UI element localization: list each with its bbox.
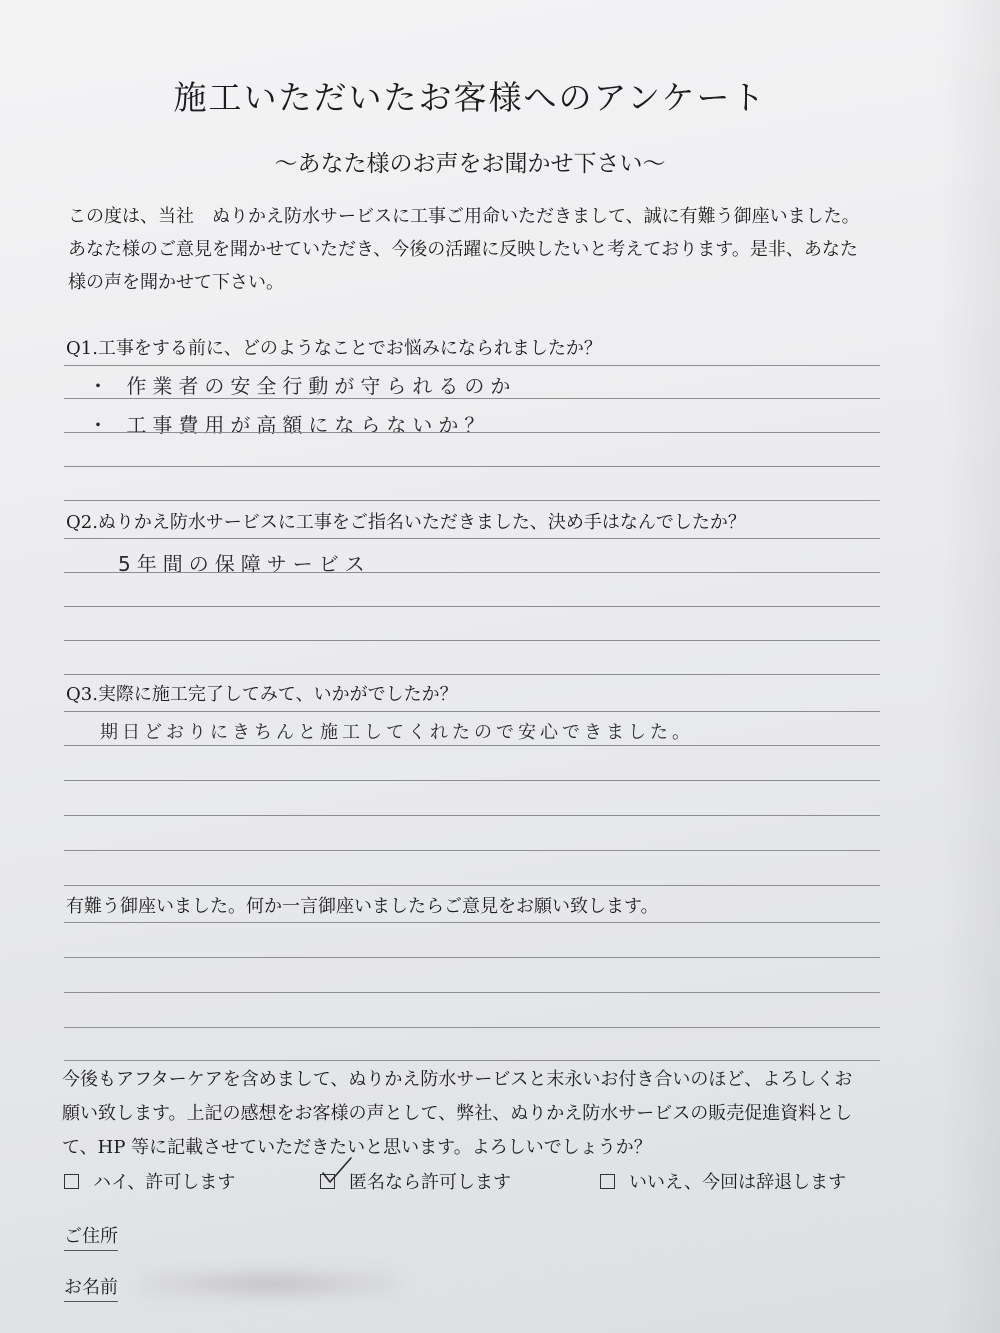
choice-anonymous[interactable] xyxy=(320,1168,511,1194)
q2-answer-1: 5年間の保障サービス xyxy=(118,552,371,576)
answer-line xyxy=(64,1027,880,1028)
answer-line xyxy=(64,674,880,675)
answer-line xyxy=(64,500,880,501)
answer-line xyxy=(64,572,880,573)
comment-label: 有難う御座いました。何か一言御座いましたらご意見をお願い致します。 xyxy=(66,896,659,917)
outro-line: て、HP 等に記載させていただきたいと思います。よろしいでしょうか？ xyxy=(62,1137,652,1158)
outro-line: 今後もアフターケアを含めまして、ぬりかえ防水サービスと末永いお付き合いのほど、よろしくお xyxy=(62,1069,853,1090)
answer-line xyxy=(64,398,880,399)
answer-line xyxy=(64,466,880,467)
answer-line xyxy=(64,538,880,539)
q3-label: Q3.実際に施工完了してみて、いかがでしたか？ xyxy=(66,684,458,705)
answer-line xyxy=(64,432,880,433)
checkbox-allow[interactable] xyxy=(64,1174,79,1189)
intro-line: この度は、当社 ぬりかえ防水サービスに工事ご用命いただきまして、誠に有難う御座いました。 xyxy=(68,206,860,227)
answer-line xyxy=(64,1060,880,1061)
page-subtitle: 〜あなた様のお声をお聞かせ下さい〜 xyxy=(274,151,666,177)
answer-line xyxy=(64,780,880,781)
answer-line xyxy=(64,711,880,712)
answer-line xyxy=(64,992,880,993)
q2-label: Q2.ぬりかえ防水サービスに工事をご指名いただきました、決め手はなんでしたか？ xyxy=(66,512,746,533)
page-title: 施工いただいたお客様へのアンケート xyxy=(173,78,767,117)
q3-answer-1: 期日どおりにきちんと施工してくれたので安心できました。 xyxy=(100,722,694,743)
q1-answer-1: ・ 作業者の安全行動が守られるのか xyxy=(88,374,517,398)
intro-line: 様の声を聞かせて下さい。 xyxy=(68,272,284,293)
answer-line xyxy=(64,885,880,886)
choice-allow[interactable] xyxy=(64,1168,235,1194)
name-label: お名前 xyxy=(64,1273,118,1302)
outro-paragraph xyxy=(62,1063,892,1165)
answer-line xyxy=(64,850,880,851)
choice-anonymous-label: 匿名なら許可します xyxy=(349,1172,511,1193)
answer-line xyxy=(64,606,880,607)
redacted-name xyxy=(140,1268,400,1300)
check-mark-icon xyxy=(321,1155,355,1189)
checkbox-decline[interactable] xyxy=(600,1174,615,1189)
q1-label: Q1.工事をする前に、どのようなことでお悩みになられましたか？ xyxy=(66,338,602,359)
intro-paragraph xyxy=(68,200,888,299)
answer-line xyxy=(64,957,880,958)
answer-line xyxy=(64,640,880,641)
answer-line xyxy=(64,922,880,923)
choice-decline[interactable] xyxy=(600,1168,846,1194)
outro-line: 願い致します。上記の感想をお客様の声として、弊社、ぬりかえ防水サービスの販売促進資料とし xyxy=(62,1103,853,1124)
answer-line xyxy=(64,365,880,366)
intro-line: あなた様のご意見を聞かせていただき、今後の活躍に反映したいと考えております。是非、あなた xyxy=(68,239,858,260)
q1-answer-2: ・ 工事費用が高額にならないか？ xyxy=(88,413,491,437)
answer-line xyxy=(64,745,880,746)
choice-decline-label: いいえ、今回は辞退します xyxy=(629,1172,847,1193)
address-label: ご住所 xyxy=(64,1222,118,1251)
page-shadow xyxy=(940,0,1000,1333)
answer-line xyxy=(64,815,880,816)
choice-allow-label: ハイ、許可します xyxy=(93,1172,236,1193)
checkbox-anonymous[interactable] xyxy=(320,1174,335,1189)
